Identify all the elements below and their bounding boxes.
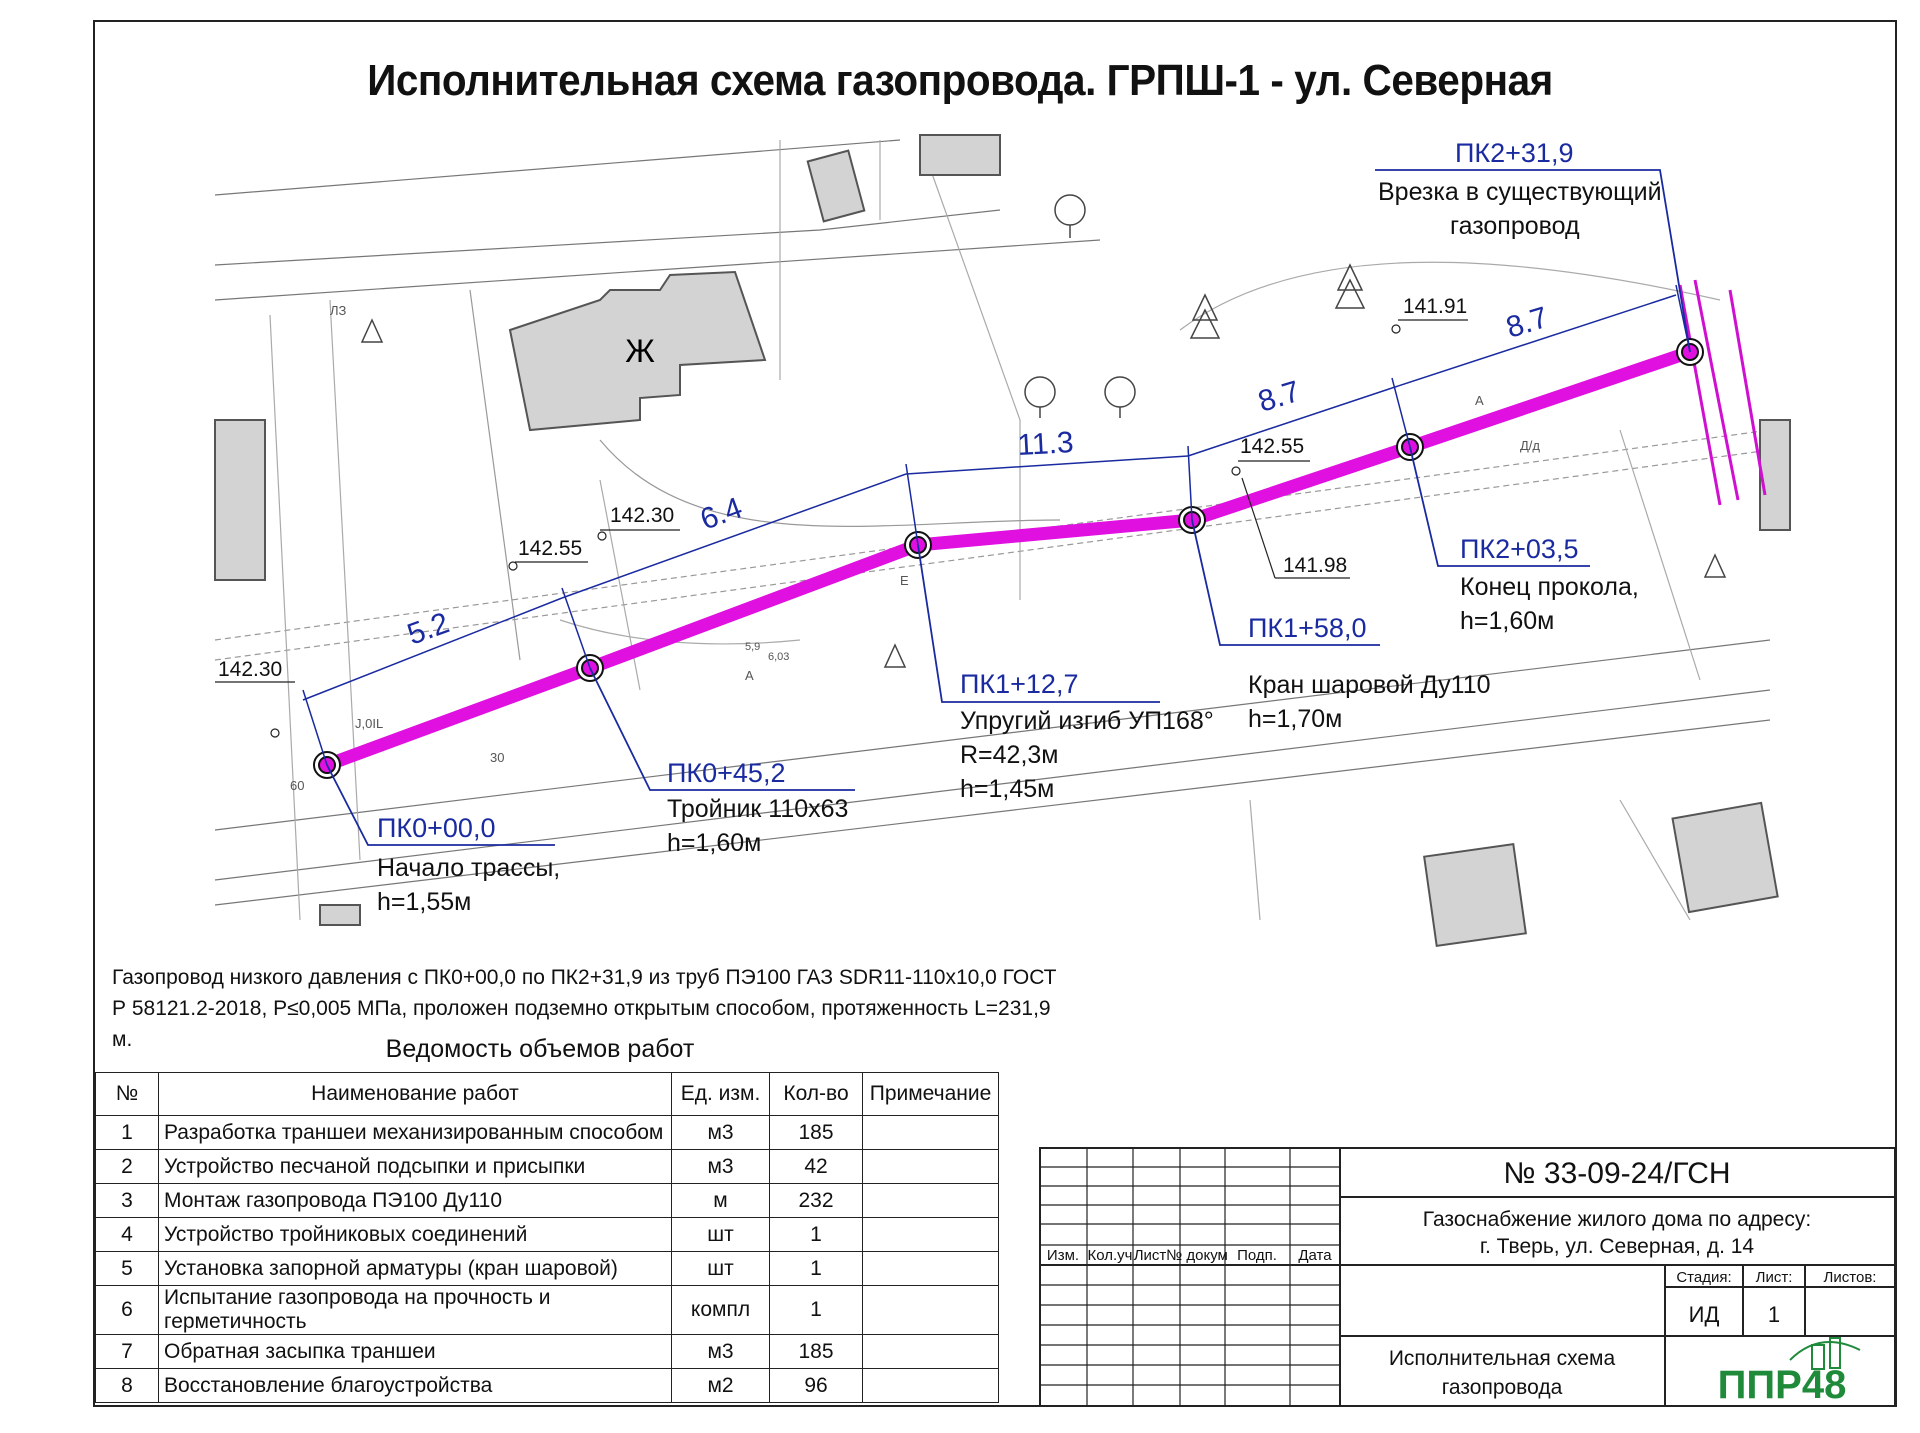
elevation-label: 142.30 xyxy=(218,658,283,681)
table-cell xyxy=(863,1184,999,1218)
table-row xyxy=(96,1218,999,1252)
stamp-col-header: Дата xyxy=(1298,1247,1332,1264)
table-cell: 185 xyxy=(770,1335,863,1369)
table-cell xyxy=(863,1369,999,1403)
table-cell: 42 xyxy=(770,1150,863,1184)
table-cell: Разработка траншеи механизированным способом xyxy=(159,1116,672,1150)
table-cell: 4 xyxy=(96,1218,159,1252)
fir-icon xyxy=(362,320,382,342)
map-label: А xyxy=(1475,393,1484,408)
benchmark-icon xyxy=(1232,467,1240,475)
stamp-stage-value: ИД xyxy=(1688,1302,1720,1327)
pk-label: ПК1+12,7 xyxy=(960,669,1079,699)
table-row xyxy=(96,1286,999,1335)
stamp-col-header: № докум xyxy=(1166,1247,1228,1264)
map-label: J,0IL xyxy=(355,716,384,731)
table-cell xyxy=(863,1252,999,1286)
table-cell: 185 xyxy=(770,1116,863,1150)
table-cell xyxy=(863,1116,999,1150)
table-cell: Восстановление благоустройства xyxy=(159,1369,672,1403)
table-cell: м3 xyxy=(672,1335,770,1369)
table-cell: Устройство тройниковых соединений xyxy=(159,1218,672,1252)
table-cell: 1 xyxy=(770,1252,863,1286)
works-table xyxy=(95,1072,999,1403)
table-header: Примечание xyxy=(863,1073,999,1116)
elevation-label: 142.55 xyxy=(518,537,583,560)
dimension-label: 8.7 xyxy=(1502,300,1552,345)
table-cell: 232 xyxy=(770,1184,863,1218)
fir-icon xyxy=(885,645,905,667)
pk-label: ПК1+58,0 xyxy=(1248,613,1367,643)
pk-label: ПК2+03,5 xyxy=(1460,534,1579,564)
table-header: Кол-во xyxy=(770,1073,863,1116)
table-cell: 2 xyxy=(96,1150,159,1184)
map-label: Д/д xyxy=(1520,438,1541,453)
table-row xyxy=(96,1184,999,1218)
elevation-label: 141.98 xyxy=(1283,554,1348,577)
stamp-project-line: г. Тверь, ул. Северная, д. 14 xyxy=(1479,1235,1755,1258)
stamp-col-header: Изм. xyxy=(1046,1247,1080,1264)
callout-text: h=1,60м xyxy=(667,829,762,857)
tree-icon xyxy=(1025,377,1055,407)
dimension-label: 11.3 xyxy=(1016,426,1075,462)
table-header: Наименование работ xyxy=(159,1073,672,1116)
building-label: Ж xyxy=(625,333,655,369)
table-cell: 96 xyxy=(770,1369,863,1403)
callout-text: h=1,45м xyxy=(960,775,1055,803)
table-header: Ед. изм. xyxy=(672,1073,770,1116)
stamp-doc-number: № 33-09-24/ГСН xyxy=(1503,1157,1731,1190)
table-header: № xyxy=(96,1073,159,1116)
callout-text: Кран шаровой Ду110 xyxy=(1248,671,1491,699)
callout-text: h=1,55м xyxy=(377,888,472,916)
benchmark-icon xyxy=(598,532,606,540)
callout-text: Начало трассы, xyxy=(377,854,561,882)
elevation-label: 141.91 xyxy=(1403,295,1468,318)
table-cell xyxy=(863,1286,999,1335)
table-cell xyxy=(863,1335,999,1369)
stamp-sheet-value: 1 xyxy=(1767,1302,1781,1327)
dimension-label: 6.4 xyxy=(696,491,747,537)
pk-label: ПК0+45,2 xyxy=(667,758,786,788)
dimension-label: 5.2 xyxy=(403,606,454,652)
map-label: 6,03 xyxy=(768,651,790,663)
table-cell: Обратная засыпка траншеи xyxy=(159,1335,672,1369)
neighbor-building xyxy=(215,420,265,580)
table-row xyxy=(96,1150,999,1184)
table-cell: 1 xyxy=(770,1218,863,1252)
benchmark-icon xyxy=(271,729,279,737)
stamp-stage-label: Стадия: xyxy=(1676,1269,1732,1286)
callout-text: h=1,70м xyxy=(1248,705,1343,733)
table-cell: м xyxy=(672,1184,770,1218)
table-cell: м3 xyxy=(672,1116,770,1150)
company-logo xyxy=(1718,1338,1860,1407)
callout-text: R=42,3м xyxy=(960,741,1059,769)
table-cell: м2 xyxy=(672,1369,770,1403)
table-header-row xyxy=(96,1073,999,1116)
table-row xyxy=(96,1335,999,1369)
table-cell: Испытание газопровода на прочность и герметичность xyxy=(159,1286,672,1335)
stamp-col-header: Подп. xyxy=(1237,1247,1277,1264)
table-cell: 6 xyxy=(96,1286,159,1335)
existing-pipe xyxy=(1680,280,1765,505)
fir-icon xyxy=(1336,265,1364,308)
table-row xyxy=(96,1252,999,1286)
fir-icon xyxy=(1191,295,1219,338)
table-cell: 7 xyxy=(96,1335,159,1369)
logo-text: ППР48 xyxy=(1717,1363,1847,1407)
table-cell: 3 xyxy=(96,1184,159,1218)
house xyxy=(1673,803,1778,912)
stamp-col-header: Кол.уч xyxy=(1087,1247,1133,1264)
shed xyxy=(320,905,360,925)
table-cell: 8 xyxy=(96,1369,159,1403)
stamp-col-header: Лист xyxy=(1133,1247,1167,1264)
table-cell: Монтаж газопровода ПЭ100 Ду110 xyxy=(159,1184,672,1218)
table-cell: шт xyxy=(672,1252,770,1286)
drawing-title: Исполнительная схема газопровода. ГРПШ-1 - ул. Северная xyxy=(367,56,1553,105)
map-label: А xyxy=(745,668,754,683)
map-label: 60 xyxy=(290,778,305,793)
callout-text: Тройник 110х63 xyxy=(667,795,849,823)
table-cell xyxy=(863,1150,999,1184)
stamp-project-line: Газоснабжение жилого дома по адресу: xyxy=(1422,1208,1812,1231)
table-cell xyxy=(863,1218,999,1252)
route-description: Газопровод низкого давления с ПК0+00,0 по ПК2+31,9 из труб ПЭ100 ГАЗ SDR11-110х10,0 ГОСТ Р 58121.2-2018, Р≤0,005 МПа, проложен подземно открытым способом, протяженность L=231,9 м. xyxy=(112,966,1057,1051)
table-row xyxy=(96,1116,999,1150)
stamp-drawing-title: газопровода xyxy=(1441,1376,1563,1399)
outbuilding xyxy=(920,135,1000,175)
map-label: Е xyxy=(900,573,909,588)
path-line xyxy=(270,300,360,920)
elevation-label: 142.30 xyxy=(610,504,675,527)
table-cell: 1 xyxy=(96,1116,159,1150)
pk-label: ПК2+31,9 xyxy=(1455,138,1574,168)
dimension-label: 8.7 xyxy=(1254,374,1304,419)
map-label: ЛЗ xyxy=(330,303,347,318)
callout-text: h=1,60м xyxy=(1460,607,1555,635)
table-cell: шт xyxy=(672,1218,770,1252)
map-label: 5,9 xyxy=(745,641,761,653)
map-label: 30 xyxy=(490,750,505,765)
stamp-sheet-label: Лист: xyxy=(1755,1269,1793,1286)
tree-icon xyxy=(1055,195,1085,225)
benchmark-icon xyxy=(1392,325,1400,333)
stamp-sheets-label: Листов: xyxy=(1823,1269,1877,1286)
callout-text: газопровод xyxy=(1450,212,1580,240)
table-cell: Устройство песчаной подсыпки и присыпки xyxy=(159,1150,672,1184)
table-row xyxy=(96,1369,999,1403)
stamp-drawing-title: Исполнительная схема xyxy=(1388,1347,1616,1370)
benchmark-icon xyxy=(509,562,517,570)
house xyxy=(1760,420,1790,530)
table-cell: 5 xyxy=(96,1252,159,1286)
pk-label: ПК0+00,0 xyxy=(377,813,496,843)
outbuilding xyxy=(808,151,865,222)
tree-icon xyxy=(1105,377,1135,407)
house xyxy=(1424,844,1526,946)
callout-text: Конец прокола, xyxy=(1460,573,1639,601)
callout-text: Врезка в существующий xyxy=(1378,178,1662,206)
callout-text: Упругий изгиб УП168° xyxy=(960,707,1214,735)
table-cell: м3 xyxy=(672,1150,770,1184)
table-cell: 1 xyxy=(770,1286,863,1335)
fir-icon xyxy=(1705,555,1725,577)
table-cell: компл xyxy=(672,1286,770,1335)
table-cell: Установка запорной арматуры (кран шаровой) xyxy=(159,1252,672,1286)
elevation-label: 142.55 xyxy=(1240,435,1305,458)
map-background xyxy=(215,140,1770,920)
works-title: Ведомость объемов работ xyxy=(385,1035,695,1063)
